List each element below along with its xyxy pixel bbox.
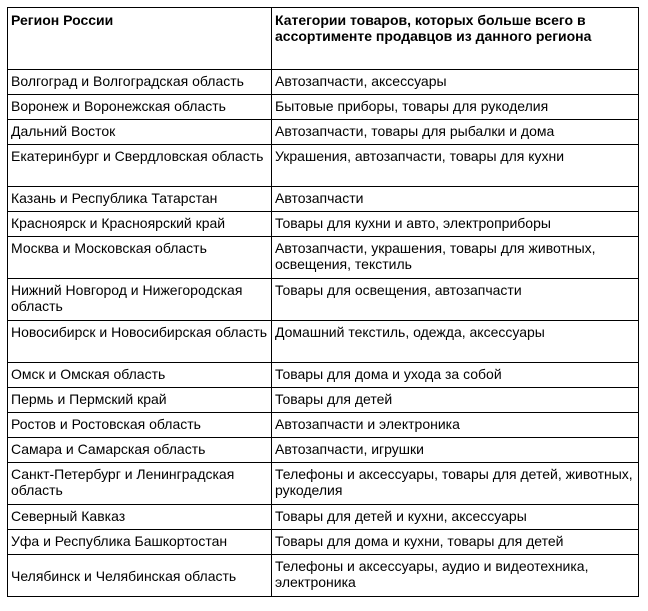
categories-cell: Автозапчасти <box>272 187 639 212</box>
region-cell: Северный Кавказ <box>8 505 272 530</box>
categories-cell: Телефоны и аксессуары, товары для детей, животных, рукоделия <box>272 463 639 505</box>
table-row <box>8 388 639 413</box>
table-row <box>8 279 639 321</box>
table-row <box>8 212 639 237</box>
region-cell: Нижний Новгород и Нижегородская область <box>8 279 272 321</box>
region-cell: Воронеж и Воронежская область <box>8 95 272 120</box>
categories-cell: Украшения, автозапчасти, товары для кухни <box>272 145 639 187</box>
categories-cell: Товары для дома и кухни, товары для детей <box>272 530 639 555</box>
table-row <box>8 555 639 597</box>
table-row <box>8 120 639 145</box>
categories-cell: Телефоны и аксессуары, аудио и видеотехника, электроника <box>272 555 639 597</box>
table-row <box>8 463 639 505</box>
region-cell: Екатеринбург и Свердловская область <box>8 145 272 187</box>
region-categories-table <box>7 7 639 597</box>
table-header-row <box>8 8 639 70</box>
region-cell: Уфа и Республика Башкортостан <box>8 530 272 555</box>
table-row <box>8 413 639 438</box>
table-row <box>8 145 639 187</box>
table-row <box>8 530 639 555</box>
table-row <box>8 438 639 463</box>
table-row <box>8 363 639 388</box>
region-cell: Челябинск и Челябинская область <box>8 555 272 597</box>
categories-cell: Товары для кухни и авто, электроприборы <box>272 212 639 237</box>
region-cell: Ростов и Ростовская область <box>8 413 272 438</box>
table-row <box>8 321 639 363</box>
categories-cell: Автозапчасти, игрушки <box>272 438 639 463</box>
categories-cell: Бытовые приборы, товары для рукоделия <box>272 95 639 120</box>
region-cell: Омск и Омская область <box>8 363 272 388</box>
categories-cell: Автозапчасти, украшения, товары для животных, освещения, текстиль <box>272 237 639 279</box>
categories-cell: Автозапчасти и электроника <box>272 413 639 438</box>
categories-cell: Товары для освещения, автозапчасти <box>272 279 639 321</box>
table-row <box>8 505 639 530</box>
categories-cell: Автозапчасти, товары для рыбалки и дома <box>272 120 639 145</box>
categories-cell: Товары для детей и кухни, аксессуары <box>272 505 639 530</box>
header-region: Регион России <box>8 8 272 70</box>
region-cell: Новосибирск и Новосибирская область <box>8 321 272 363</box>
categories-cell: Домашний текстиль, одежда, аксессуары <box>272 321 639 363</box>
table-row <box>8 70 639 95</box>
region-cell: Санкт-Петербург и Ленинградская область <box>8 463 272 505</box>
region-cell: Самара и Самарская область <box>8 438 272 463</box>
table-row <box>8 237 639 279</box>
region-cell: Москва и Московская область <box>8 237 272 279</box>
categories-cell: Товары для детей <box>272 388 639 413</box>
region-cell: Красноярск и Красноярский край <box>8 212 272 237</box>
table-row <box>8 187 639 212</box>
categories-cell: Товары для дома и ухода за собой <box>272 363 639 388</box>
categories-cell: Автозапчасти, аксессуары <box>272 70 639 95</box>
header-categories: Категории товаров, которых больше всего в ассортименте продавцов из данного региона <box>272 8 639 70</box>
region-cell: Дальний Восток <box>8 120 272 145</box>
region-cell: Казань и Республика Татарстан <box>8 187 272 212</box>
region-cell: Пермь и Пермский край <box>8 388 272 413</box>
region-cell: Волгоград и Волгоградская область <box>8 70 272 95</box>
table-row <box>8 95 639 120</box>
